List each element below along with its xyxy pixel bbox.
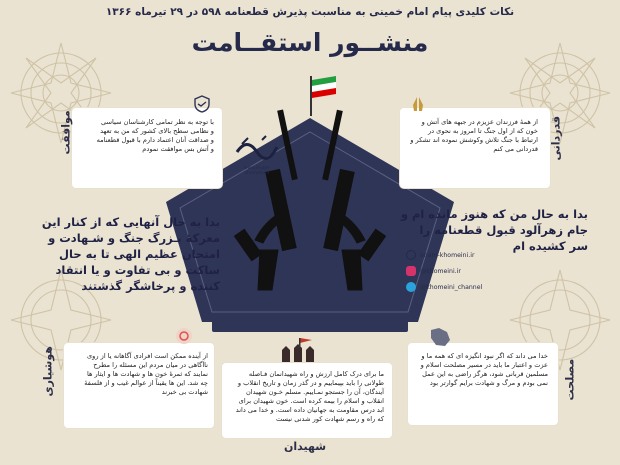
agreement-label: موافقت (59, 110, 73, 155)
instagram-icon (406, 266, 416, 276)
instagram-row (406, 266, 546, 276)
vigilance-label: هوشیاری (41, 346, 55, 397)
header-subtitle: نکات کلیدی پیام امام خمینی به مناسبت پذیرش قطعنامه ۵۹۸ در ۲۹ تیرماه ۱۳۶۶ (105, 6, 515, 18)
telegram-link[interactable]: @khomeini_channel (420, 283, 483, 291)
logo-site: www.imam-khomeini.ir (243, 166, 271, 176)
gratitude-text: از همهٔ فرزندان عزیزم در جبهه های آتش و خون که از اول جنگ تا امروز به نحوی در ارتباط با جنگ تلاش وکوشش نموده اند تشکر و قدردانی می کنم (410, 118, 538, 153)
handshake-shield-icon (192, 94, 212, 118)
martyrs-text: ما برای درک کامل ارزش و راه شهیدانمان فـاصله طولانی را باید بپیماییم و در گذر زمان و تاریخ انقلاب و آیندگان، آن را جستجو نمـاییم. مسلم خـون شهیدان انقلاب و اسلام را بیمه کرده است. خون شهیدان برای ابد درس مقاومت به جهانیان داده است. و خدا می داند که راه و رسم شهادت کور شدنی نیست (235, 370, 384, 423)
quote-right: بدا به حال من که هنوز مانده ام و جام زهرآلود قبول قطعنامه را سر کشیده ام (400, 207, 588, 253)
quote-left: بدا به حال آنهایی که از کنار این معرکهٔ بـزرگ جنگ و شـهادت و امتحان عظیم الهی تا به حال ساکت و بی تفاوت و یا انتقاد کننده و پرخاشگر گذشتند (41, 215, 220, 293)
center-base-bar (212, 318, 408, 332)
website-row (406, 250, 546, 260)
soldiers-flag-icon (276, 336, 324, 366)
vigilance-text: از آینده ممکن است افرادی آگاهانه یا از روی ناآگاهی در میان مردم این مسئله را مطرح نمایند که ثمرهٔ خون ها و شهادت ها و ایثار ها چه شد. این ها یقیناً از عوالم غیب و از فلسفهٔ شهادت بی خبرند (84, 352, 208, 396)
signature-logo-icon (232, 132, 282, 162)
website-link[interactable]: imam-khomeini.ir (420, 251, 475, 259)
instagram-link[interactable]: @khomeini.ir (420, 267, 461, 275)
head-gear-icon (174, 326, 194, 350)
martyrs-label: شهیدان (284, 440, 327, 453)
telegram-row (406, 282, 546, 292)
agreement-text: با توجه به نظر تمامی کارشناسان سیاسی و نظامی سطح بالای کشور که من به تعهد و صداقت آنان اعتماد دارم با قبول قطعنامه و آتش بس موافقت نمودم (96, 118, 214, 153)
expediency-label: مصلحت (563, 358, 577, 401)
praying-hands-icon (408, 94, 428, 118)
imam-logo (232, 132, 282, 176)
globe-icon (406, 250, 416, 260)
telegram-icon (406, 282, 416, 292)
page-title: منشــور استقــامت (191, 28, 429, 57)
expediency-text: خدا می داند که اگر نبود انگیزه ای که همه ما و عزت و اعتبار ما باید در مسیر مصلحت اسلام و مسلمین قربانی شود، هرگز راضی به این عمل نمی بودم و مرگ و شهادت برایم گوارتر بود (420, 352, 548, 387)
crossed-rifles-icon (230, 70, 390, 320)
gratitude-label: قدردانی (549, 115, 563, 161)
iran-map-icon (428, 326, 452, 352)
social-links (406, 250, 546, 292)
